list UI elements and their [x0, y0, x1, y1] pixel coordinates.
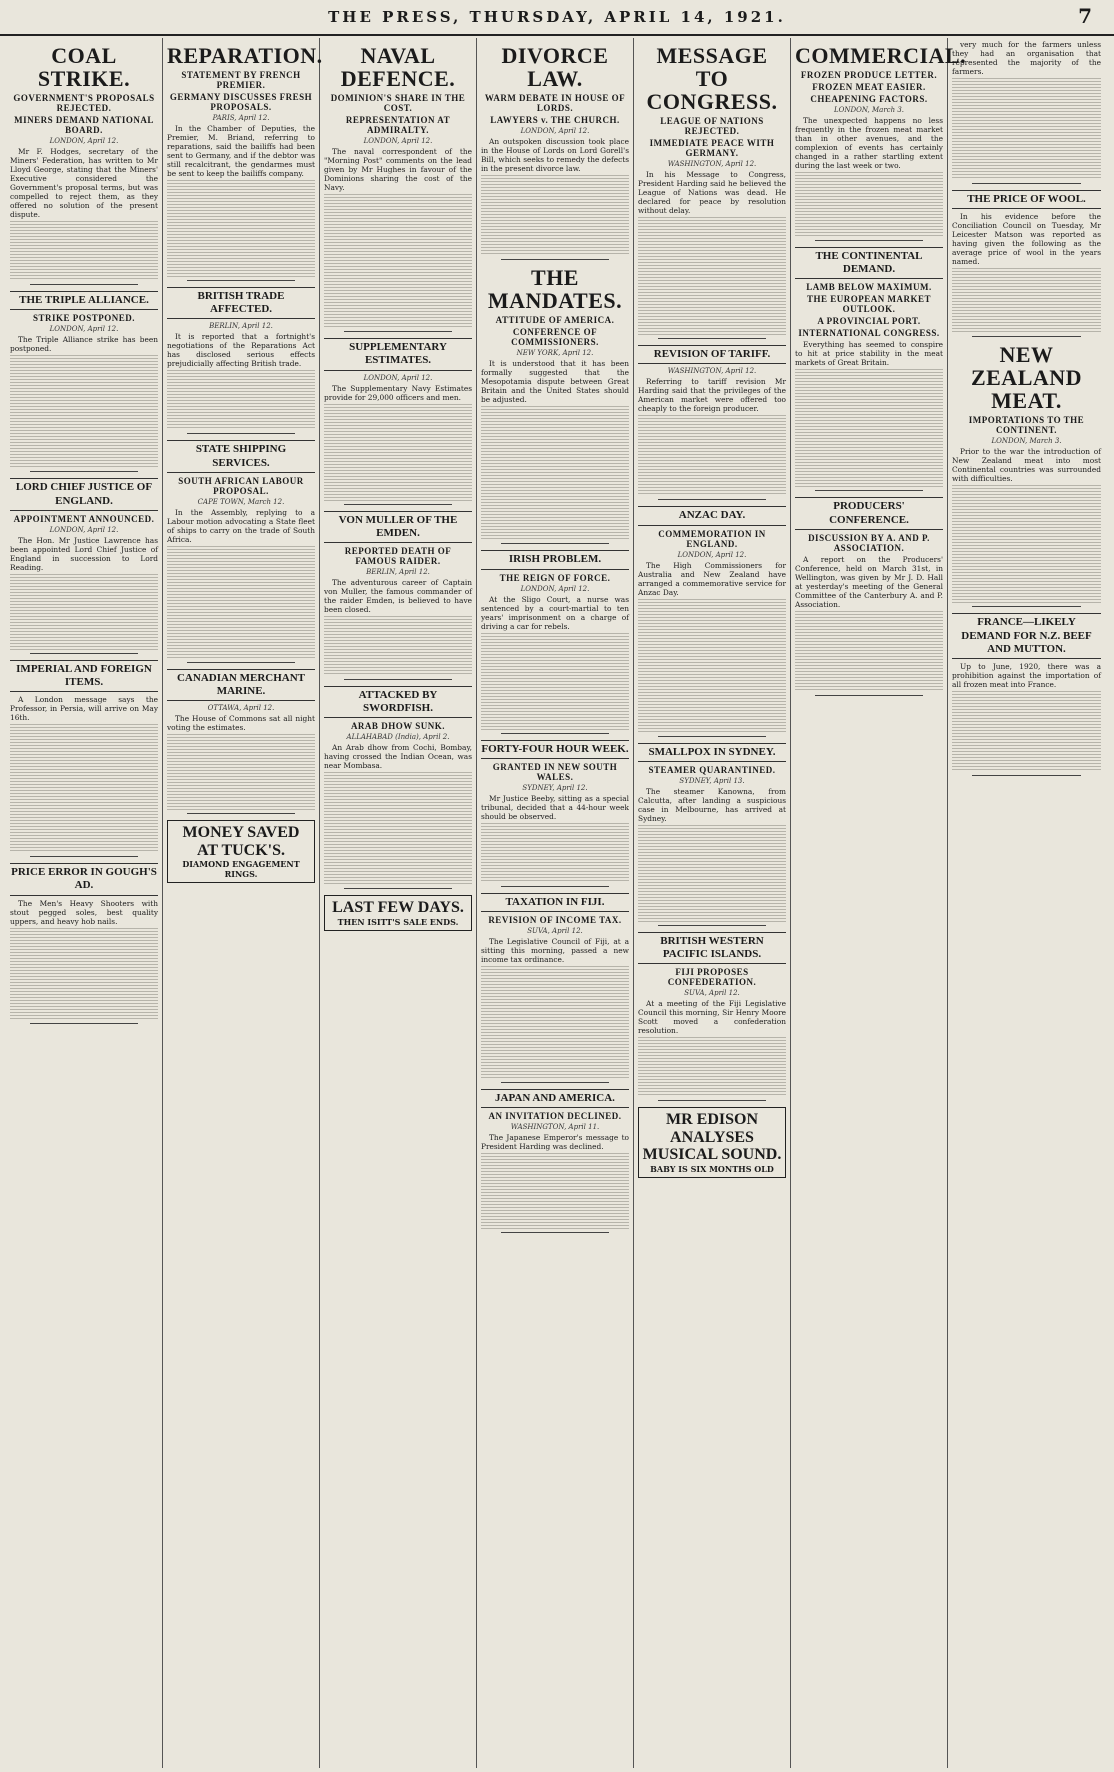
article-subhead: A PROVINCIAL PORT.: [817, 316, 921, 327]
article-body: It is reported that a fortnight's negotiations of the Reparations Act has disclosed serious effects prejudicially affecting British trade.: [167, 332, 315, 369]
article-dateline: BERLIN, April 12.: [366, 567, 430, 576]
article-body: Mr Justice Beeby, sitting as a special tribunal, decided that a 44-hour week should be observed.: [481, 793, 629, 821]
article-subhead: REVISION OF INCOME TAX.: [488, 914, 622, 925]
article-divider: [187, 280, 295, 281]
article-divider: [658, 736, 766, 737]
article-body: The Legislative Council of Fiji, at a sitting this morning, passed a new income tax ordinance.: [481, 936, 629, 964]
article-subhead: GRANTED IN NEW SOUTH WALES.: [492, 761, 618, 782]
column-7: [948, 38, 1105, 1768]
columns: [6, 38, 1108, 1768]
article-subhead: BRITISH TRADE AFFECTED.: [167, 287, 315, 319]
column-1: [6, 38, 163, 1768]
article-subhead: GOVERNMENT'S PROPOSALS REJECTED.: [13, 93, 155, 114]
article: [952, 613, 1101, 776]
article-dateline: ALLAHABAD (India), April 2.: [346, 733, 450, 742]
article-body: The Supplementary Navy Estimates provide for 29,000 officers and men.: [324, 383, 472, 402]
column-4: [477, 38, 634, 1768]
article-body: Mr F. Hodges, secretary of the Miners' Federation, has written to Mr Lloyd George, stating that the Miners' Executive considered the Government's proposal terms, but was compelled to reject them, as they offered no solution of the present dispute.: [10, 147, 158, 220]
article-dateline: BERLIN, April 12.: [209, 322, 273, 331]
article-subhead: INTERNATIONAL CONGRESS.: [798, 328, 940, 339]
article-body: The unexpected happens no less frequently in the frozen meat market than in other avenues, and the complexion of events has certainly changed in a rather startling extent during the last week or two.: [795, 116, 943, 171]
article-divider: [187, 662, 295, 663]
article-divider: [972, 336, 1081, 337]
advertisement: [167, 820, 315, 883]
article-dateline: SUVA, April 12.: [527, 926, 583, 935]
article-subhead: THE PRICE OF WOOL.: [952, 190, 1101, 209]
article-divider: [658, 499, 766, 500]
article: [638, 932, 786, 1101]
article-body: Prior to the war the introduction of New Zealand meat into most Continental countries was surrounded with difficulties.: [952, 447, 1101, 484]
article-text-block: [638, 1037, 786, 1097]
article-dateline: WASHINGTON, April 12.: [667, 160, 757, 169]
article-body: Referring to tariff revision Mr Harding said that the privileges of the American market were offered too cheaply to the foreign producer.: [638, 377, 786, 414]
article: [10, 478, 158, 653]
article: [324, 511, 472, 680]
article-text-block: [952, 268, 1101, 333]
article-divider: [972, 606, 1081, 607]
article: [481, 740, 629, 887]
article-text-block: [481, 1153, 629, 1229]
article-subhead: THE TRIPLE ALLIANCE.: [10, 291, 158, 310]
article-subhead: COMMEMORATION IN ENGLAND.: [658, 528, 766, 549]
ad-title: LAST FEW DAYS.: [332, 899, 464, 917]
article-divider: [972, 183, 1081, 184]
article-divider: [501, 259, 609, 260]
article-headline: NEW ZEALAND MEAT.: [970, 342, 1083, 414]
article-subhead: ATTACKED BY SWORDFISH.: [324, 686, 472, 718]
article: [795, 247, 943, 491]
article-text-block: [324, 194, 472, 328]
article-subhead: THE CONTINENTAL DEMAND.: [795, 247, 943, 279]
article-text-block: [481, 175, 629, 256]
article-subhead: LAMB BELOW MAXIMUM.: [806, 282, 932, 293]
article-divider: [30, 1023, 138, 1024]
article-subhead: STATEMENT BY FRENCH PREMIER.: [181, 70, 301, 91]
ad-subtitle: DIAMOND ENGAGEMENT RINGS.: [182, 859, 300, 880]
article-text-block: [481, 633, 629, 730]
article-text-block: [167, 370, 315, 430]
article-headline: COMMERCIAL.: [795, 43, 967, 68]
article-body: At a meeting of the Fiji Legislative Council this morning, Sir Henry Moore Scott moved a confederation resolution.: [638, 999, 786, 1036]
article-text-block: [167, 180, 315, 277]
article-dateline: WASHINGTON, April 11.: [510, 1123, 600, 1132]
article: [167, 669, 315, 814]
article-divider: [187, 813, 295, 814]
article-subhead: APPOINTMENT ANNOUNCED.: [13, 513, 155, 524]
article-body: Up to June, 1920, there was a prohibition against the importation of all frozen meat into France.: [952, 662, 1101, 690]
article-subhead: IRISH PROBLEM.: [481, 550, 629, 569]
article-divider: [344, 331, 452, 332]
article-subhead: REVISION OF TARIFF.: [638, 345, 786, 364]
article-divider: [972, 775, 1081, 776]
article: [324, 686, 472, 889]
article: [10, 44, 158, 285]
article-subhead: ARAB DHOW SUNK.: [350, 721, 446, 732]
article-body: The Hon. Mr Justice Lawrence has been appointed Lord Chief Justice of England in succession to Lord Reading.: [10, 535, 158, 572]
article-text-block: [324, 772, 472, 885]
article: [324, 44, 472, 332]
article: [10, 291, 158, 472]
article-divider: [30, 284, 138, 285]
ad-title: MONEY SAVED AT TUCK'S.: [182, 824, 300, 859]
article-subhead: REPRESENTATION AT ADMIRALTY.: [345, 115, 451, 136]
article-divider: [501, 886, 609, 887]
article-text-block: [952, 691, 1101, 772]
article-text-block: [481, 823, 629, 883]
article: [638, 345, 786, 500]
article-headline: REPARATION.: [167, 43, 323, 68]
article-headline: THE MANDATES.: [487, 265, 623, 314]
article-divider: [187, 433, 295, 434]
article-body: An Arab dhow from Cochi, Bombay, having crossed the Indian Ocean, was near Mombasa.: [324, 743, 472, 771]
article-subhead: THE REIGN OF FORCE.: [499, 572, 611, 583]
article-divider: [501, 733, 609, 734]
article-text-block: [10, 574, 158, 650]
article: [324, 338, 472, 504]
article: [638, 506, 786, 736]
article-divider: [815, 490, 923, 491]
article-body: The High Commissioners for Australia and New Zealand have arranged a commemorative service for Anzac Day.: [638, 560, 786, 597]
ad-subtitle: THEN ISITT'S SALE ENDS.: [337, 916, 459, 927]
article-dateline: LONDON, April 12.: [363, 137, 433, 146]
article-subhead: STEAMER QUARANTINED.: [648, 764, 776, 775]
article-text-block: [10, 221, 158, 281]
article-body: very much for the farmers unless they had an organisation that represented the majority of the farmers.: [952, 40, 1101, 76]
article-subhead: LEAGUE OF NATIONS REJECTED.: [660, 116, 764, 137]
article-subhead: AN INVITATION DECLINED.: [488, 1111, 622, 1122]
column-5: [634, 38, 791, 1768]
article-subhead: WARM DEBATE IN HOUSE OF LORDS.: [484, 93, 626, 114]
article-subhead: ANZAC DAY.: [638, 506, 786, 525]
article-subhead: STATE SHIPPING SERVICES.: [167, 440, 315, 472]
article-dateline: LONDON, April 12.: [520, 127, 590, 136]
article-body: The naval correspondent of the "Morning Post" comments on the lead given by Mr Hughes in favour of the Dominions sharing the cost of the Navy.: [324, 147, 472, 193]
article-subhead: SOUTH AFRICAN LABOUR PROPOSAL.: [178, 475, 304, 496]
article-subhead: LAWYERS v. THE CHURCH.: [490, 115, 620, 126]
article-subhead: DOMINION'S SHARE IN THE COST.: [330, 93, 466, 114]
article-body: An outspoken discussion took place in the House of Lords on Lord Gorell's Bill, which seeks to remedy the defects in the present divorce law.: [481, 137, 629, 174]
article-dateline: LONDON, March 3.: [991, 437, 1062, 446]
article-text-block: [10, 724, 158, 853]
article-text-block: [795, 172, 943, 237]
article: [167, 440, 315, 662]
article-subhead: FIJI PROPOSES CONFEDERATION.: [667, 967, 757, 988]
column-2: [163, 38, 323, 1768]
article-text-block: [481, 406, 629, 540]
article: [167, 287, 315, 434]
column-3: [320, 38, 477, 1768]
article-body: Everything has seemed to conspire to hit at price stability in the meat markets of Great Britain.: [795, 340, 943, 368]
article-body: In his Message to Congress, President Harding said he believed the League of Nations was dead. He declared for peace by resolution without delay.: [638, 170, 786, 216]
article-dateline: NEW YORK, April 12.: [516, 349, 594, 358]
article-subhead: CANADIAN MERCHANT MARINE.: [167, 669, 315, 701]
article-text-block: [638, 415, 786, 496]
article-subhead: SMALLPOX IN SYDNEY.: [638, 743, 786, 762]
article-dateline: LONDON, April 12.: [363, 373, 433, 382]
article-body: At the Sligo Court, a nurse was sentenced by a court-martial to ten years' imprisonment on a charge of driving a car for rebels.: [481, 594, 629, 631]
article-subhead: MINERS DEMAND NATIONAL BOARD.: [14, 115, 154, 136]
article-body: A London message says the Professor, in Persia, will arrive on May 16th.: [10, 695, 158, 723]
article: [952, 343, 1101, 607]
column-6: [791, 38, 967, 1768]
article-text-block: [481, 966, 629, 1079]
article-subhead: VON MULLER OF THE EMDEN.: [324, 511, 472, 543]
article-headline: MESSAGE TO CONGRESS.: [646, 43, 778, 115]
article-dateline: LONDON, April 12.: [677, 550, 747, 559]
article-subhead: FORTY-FOUR HOUR WEEK.: [481, 740, 629, 759]
article-subhead: FROZEN PRODUCE LETTER.: [800, 70, 938, 81]
article-body: In the Chamber of Deputies, the Premier, M. Briand, referring to reparations, said the bailiffs had been sent to Germany, and if the debtor was still recalcitrant, the gendarmes must be sent to keep the bailiffs company.: [167, 124, 315, 179]
article-text-block: [952, 485, 1101, 603]
article-body: In the Assembly, replying to a Labour motion advocating a State fleet of ships to carry on the trade of South Africa.: [167, 507, 315, 544]
article-dateline: LONDON, March 3.: [833, 106, 904, 115]
article: [481, 893, 629, 1083]
article-text-block: [324, 616, 472, 676]
article-divider: [501, 1082, 609, 1083]
article: [481, 266, 629, 544]
article-subhead: IMPORTATIONS TO THE CONTINENT.: [968, 415, 1085, 436]
article-text-block: [795, 611, 943, 692]
advertisement: [638, 1107, 786, 1178]
article: [638, 743, 786, 926]
article-subhead: PRODUCERS' CONFERENCE.: [795, 497, 943, 529]
ad-title: MR EDISON ANALYSES MUSICAL SOUND.: [642, 1111, 782, 1164]
article-subhead: PRICE ERROR IN GOUGH'S AD.: [10, 863, 158, 895]
article-divider: [501, 543, 609, 544]
article-dateline: LONDON, April 12.: [49, 325, 119, 334]
article-body: The Japanese Emperor's message to President Harding was declined.: [481, 1133, 629, 1152]
article: [481, 550, 629, 733]
article-headline: DIVORCE LAW.: [501, 43, 609, 92]
article-subhead: GERMANY DISCUSSES FRESH PROPOSALS.: [169, 92, 313, 113]
article-divider: [658, 1100, 766, 1101]
article-subhead: CHEAPENING FACTORS.: [810, 94, 928, 105]
article-subhead: SUPPLEMENTARY ESTIMATES.: [324, 338, 472, 370]
article-text-block: [10, 928, 158, 1020]
article-dateline: CAPE TOWN, March 12.: [197, 497, 285, 506]
article-divider: [658, 338, 766, 339]
article-divider: [344, 504, 452, 505]
article-subhead: IMMEDIATE PEACE WITH GERMANY.: [649, 138, 775, 159]
article-dateline: LONDON, April 12.: [49, 525, 119, 534]
ad-subtitle: BABY IS SIX MONTHS OLD: [650, 1164, 774, 1174]
article-body: The Men's Heavy Shooters with stout pegged soles, best quality uppers, and heavy hob nails.: [10, 898, 158, 926]
article-dateline: SYDNEY, April 13.: [679, 776, 745, 785]
article-body: The steamer Kanowna, from Calcutta, after landing a suspicious case in Melbourne, has arrived at Sydney.: [638, 786, 786, 823]
article-subhead: JAPAN AND AMERICA.: [481, 1089, 629, 1108]
article-divider: [501, 1232, 609, 1233]
article-headline: COAL STRIKE.: [37, 43, 131, 92]
masthead: [0, 0, 1114, 36]
article: [795, 497, 943, 695]
article-subhead: FRANCE—LIKELY DEMAND FOR N.Z. BEEF AND MUTTON.: [952, 613, 1101, 659]
article-divider: [815, 240, 923, 241]
article-text-block: [952, 78, 1101, 180]
article-text-block: [324, 404, 472, 501]
article-subhead: FROZEN MEAT EASIER.: [812, 82, 926, 93]
article-subhead: LORD CHIEF JUSTICE OF ENGLAND.: [10, 478, 158, 510]
page-number: 7: [1078, 4, 1092, 28]
article: [10, 660, 158, 857]
article-text-block: [638, 825, 786, 922]
article-body: The Triple Alliance strike has been postponed.: [10, 335, 158, 354]
article-subhead: REPORTED DEATH OF FAMOUS RAIDER.: [344, 545, 452, 566]
article-body: The House of Commons sat all night voting the estimates.: [167, 714, 315, 733]
article-divider: [658, 925, 766, 926]
article-divider: [30, 471, 138, 472]
article-subhead: STRIKE POSTPONED.: [32, 313, 136, 324]
article-divider: [30, 653, 138, 654]
article-text-block: [795, 369, 943, 487]
article: [952, 190, 1101, 337]
article: [481, 1089, 629, 1233]
article-dateline: LONDON, April 12.: [49, 137, 119, 146]
article-dateline: WASHINGTON, April 12.: [667, 367, 757, 376]
article-text-block: [10, 355, 158, 468]
article: [795, 43, 967, 241]
article-dateline: OTTAWA, April 12.: [207, 704, 275, 713]
masthead-title: THE PRESS, THURSDAY, APRIL 14, 1921.: [328, 8, 786, 26]
article-body: It is understood that it has been formally suggested that the Mesopotamia dispute between Great Britain and the United States should be adjusted.: [481, 359, 629, 405]
article-dateline: SYDNEY, April 12.: [522, 783, 588, 792]
article-divider: [344, 679, 452, 680]
article-subhead: CONFERENCE OF COMMISSIONERS.: [511, 327, 599, 348]
article-divider: [30, 856, 138, 857]
article-subhead: DISCUSSION BY A. AND P. ASSOCIATION.: [808, 532, 930, 553]
article-text-block: [167, 546, 315, 659]
article-subhead: BRITISH WESTERN PACIFIC ISLANDS.: [638, 932, 786, 964]
article-body: A report on the Producers' Conference, held on March 31st, in Wellington, was given by Mr J. D. Hall at yesterday's meeting of the General Committee of the Canterbury A. and P. Association.: [795, 554, 943, 609]
article-text-block: [638, 599, 786, 733]
article-dateline: LONDON, April 12.: [520, 584, 590, 593]
article-divider: [815, 695, 923, 696]
article-headline: NAVAL DEFENCE.: [340, 43, 456, 92]
article-subhead: THE EUROPEAN MARKET OUTLOOK.: [806, 294, 931, 315]
article: [481, 44, 629, 260]
article: [167, 43, 323, 281]
article: [638, 44, 786, 339]
article: [952, 40, 1101, 184]
advertisement: [324, 895, 472, 931]
article-subhead: IMPERIAL AND FOREIGN ITEMS.: [10, 660, 158, 692]
article-dateline: PARIS, April 12.: [212, 114, 270, 123]
article-body: The adventurous career of Captain von Muller, the famous commander of the raider Emden, is believed to have been closed.: [324, 577, 472, 614]
article: [10, 863, 158, 1023]
article-divider: [344, 888, 452, 889]
article-subhead: ATTITUDE OF AMERICA.: [495, 315, 615, 326]
article-dateline: SUVA, April 12.: [684, 989, 740, 998]
article-body: In his evidence before the Conciliation Council on Tuesday, Mr Leicester Matson was reported as having given the following as the average price of wool in the years named.: [952, 212, 1101, 267]
article-text-block: [638, 217, 786, 335]
article-subhead: TAXATION IN FIJI.: [481, 893, 629, 912]
article-text-block: [167, 734, 315, 810]
